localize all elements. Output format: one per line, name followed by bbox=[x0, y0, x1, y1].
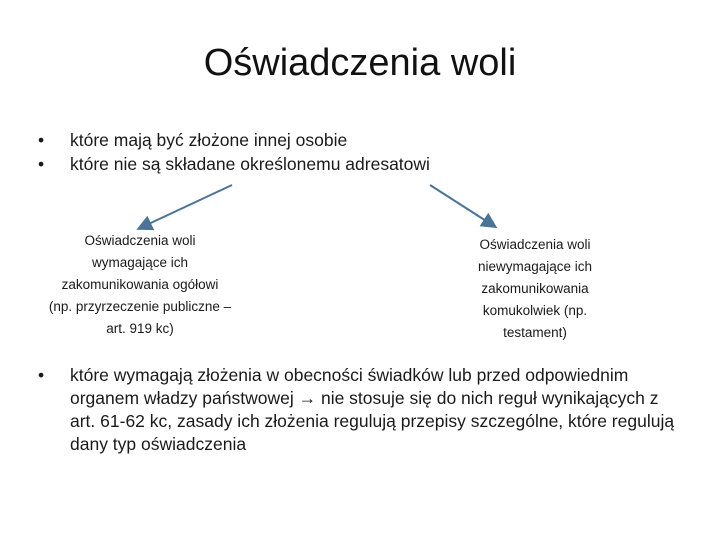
right-category-box bbox=[452, 234, 618, 344]
slide-title: Oświadczenia woli bbox=[203, 42, 517, 84]
arrow-left bbox=[140, 185, 232, 228]
bullet-dot: • bbox=[38, 154, 45, 174]
bullet-text-part: które wymagają złożenia w obecności świadków lub przed odpowiednim organem władzy państwowej bbox=[70, 365, 629, 408]
bullet-item bbox=[38, 364, 688, 456]
bullet-dot: • bbox=[38, 130, 45, 150]
box-line: (np. przyrzeczenie publiczne – bbox=[48, 299, 232, 314]
box-line: zakomunikowania ogółowi bbox=[61, 277, 219, 292]
box-line: Oświadczenia woli bbox=[479, 237, 591, 252]
box-line: komukolwiek (np. bbox=[482, 303, 588, 318]
box-line: art. 919 kc) bbox=[106, 321, 174, 336]
arrow-right-icon: → bbox=[298, 388, 317, 408]
arrow-right bbox=[430, 185, 494, 226]
box-line: Oświadczenia woli bbox=[84, 233, 196, 248]
bullet-text: które mają być złożone innej osobie bbox=[70, 130, 348, 150]
bullet-text: które nie są składane określonemu adresatowi bbox=[70, 154, 430, 174]
box-line: niewymagające ich bbox=[477, 259, 593, 274]
left-category-box bbox=[28, 230, 252, 340]
bottom-bullet-list bbox=[38, 364, 688, 456]
bullet-text-part: nie stosuje się do nich reguł wynikających z art. 61-62 kc, zasady ich złożenia regulują przepisy szczególne, które regulują dany typ oświadczenia bbox=[70, 388, 675, 454]
box-line: zakomunikowania bbox=[481, 281, 589, 296]
box-line: testament) bbox=[503, 325, 567, 340]
bullet-dot: • bbox=[38, 365, 45, 385]
box-line: wymagające ich bbox=[91, 255, 189, 270]
